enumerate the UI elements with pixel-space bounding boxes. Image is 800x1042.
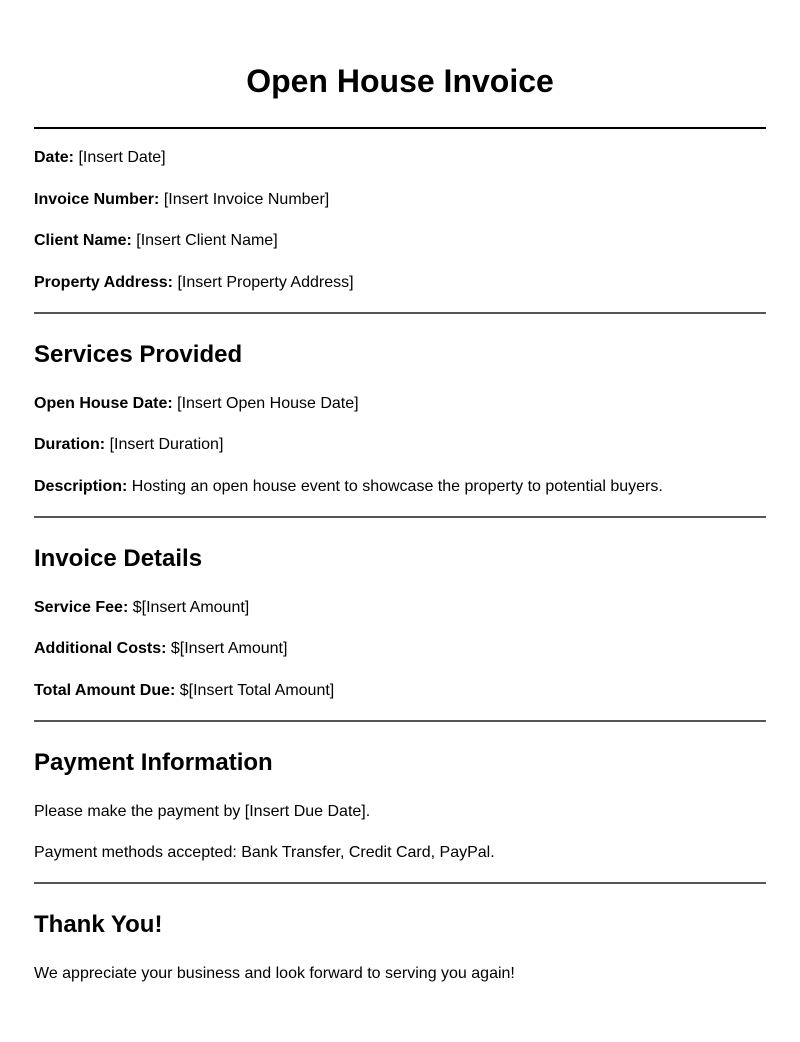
property-address-label: Property Address: xyxy=(34,273,173,291)
service-fee-label: Service Fee: xyxy=(34,598,129,616)
invoice-number-value: [Insert Invoice Number] xyxy=(163,190,330,208)
payment-section xyxy=(34,722,766,883)
service-fee-field xyxy=(34,598,766,618)
description-field xyxy=(34,477,766,497)
invoice-number-field xyxy=(34,190,766,210)
invoice-page xyxy=(34,0,766,984)
description-value: Hosting an open house event to showcase the property to potential buyers. xyxy=(131,477,663,495)
date-value: [Insert Date] xyxy=(78,149,166,166)
additional-costs-value: $[Insert Amount] xyxy=(170,640,288,657)
additional-costs-label: Additional Costs: xyxy=(34,640,167,657)
thanks-text: We appreciate your business and look forward to serving you again! xyxy=(34,965,515,982)
total-amount-label: Total Amount Due: xyxy=(34,681,176,699)
property-address-field xyxy=(34,273,766,293)
payment-due-text: Please make the payment by [Insert Due Date]. xyxy=(34,802,371,820)
duration-value: [Insert Duration] xyxy=(109,436,224,453)
thanks-heading: Thank You! xyxy=(34,911,163,938)
payment-methods-text: Payment methods accepted: Bank Transfer, Credit Card, PayPal. xyxy=(34,844,495,861)
open-house-date-field xyxy=(34,394,766,414)
property-address-value: [Insert Property Address] xyxy=(177,273,354,291)
client-name-label: Client Name: xyxy=(34,232,132,249)
thanks-section xyxy=(34,884,766,984)
open-house-date-label: Open House Date: xyxy=(34,394,173,412)
invoice-number-label: Invoice Number: xyxy=(34,190,160,208)
client-name-value: [Insert Client Name] xyxy=(136,232,278,249)
services-heading: Services Provided xyxy=(34,340,243,368)
date-label: Date: xyxy=(34,149,75,166)
invoice-details-heading: Invoice Details xyxy=(34,544,203,572)
date-field xyxy=(34,148,766,168)
duration-field xyxy=(34,435,766,455)
total-amount-value: $[Insert Total Amount] xyxy=(179,681,335,699)
total-amount-field xyxy=(34,681,766,701)
services-section xyxy=(34,314,766,516)
payment-heading: Payment Information xyxy=(34,748,273,776)
invoice-details-section xyxy=(34,518,766,720)
client-name-field xyxy=(34,231,766,251)
page-title: Open House Invoice xyxy=(246,63,554,99)
description-label: Description: xyxy=(34,477,128,495)
open-house-date-value: [Insert Open House Date] xyxy=(177,394,359,412)
header-fields-section xyxy=(34,129,766,312)
additional-costs-field xyxy=(34,639,766,659)
duration-label: Duration: xyxy=(34,436,106,453)
service-fee-value: $[Insert Amount] xyxy=(132,598,250,616)
